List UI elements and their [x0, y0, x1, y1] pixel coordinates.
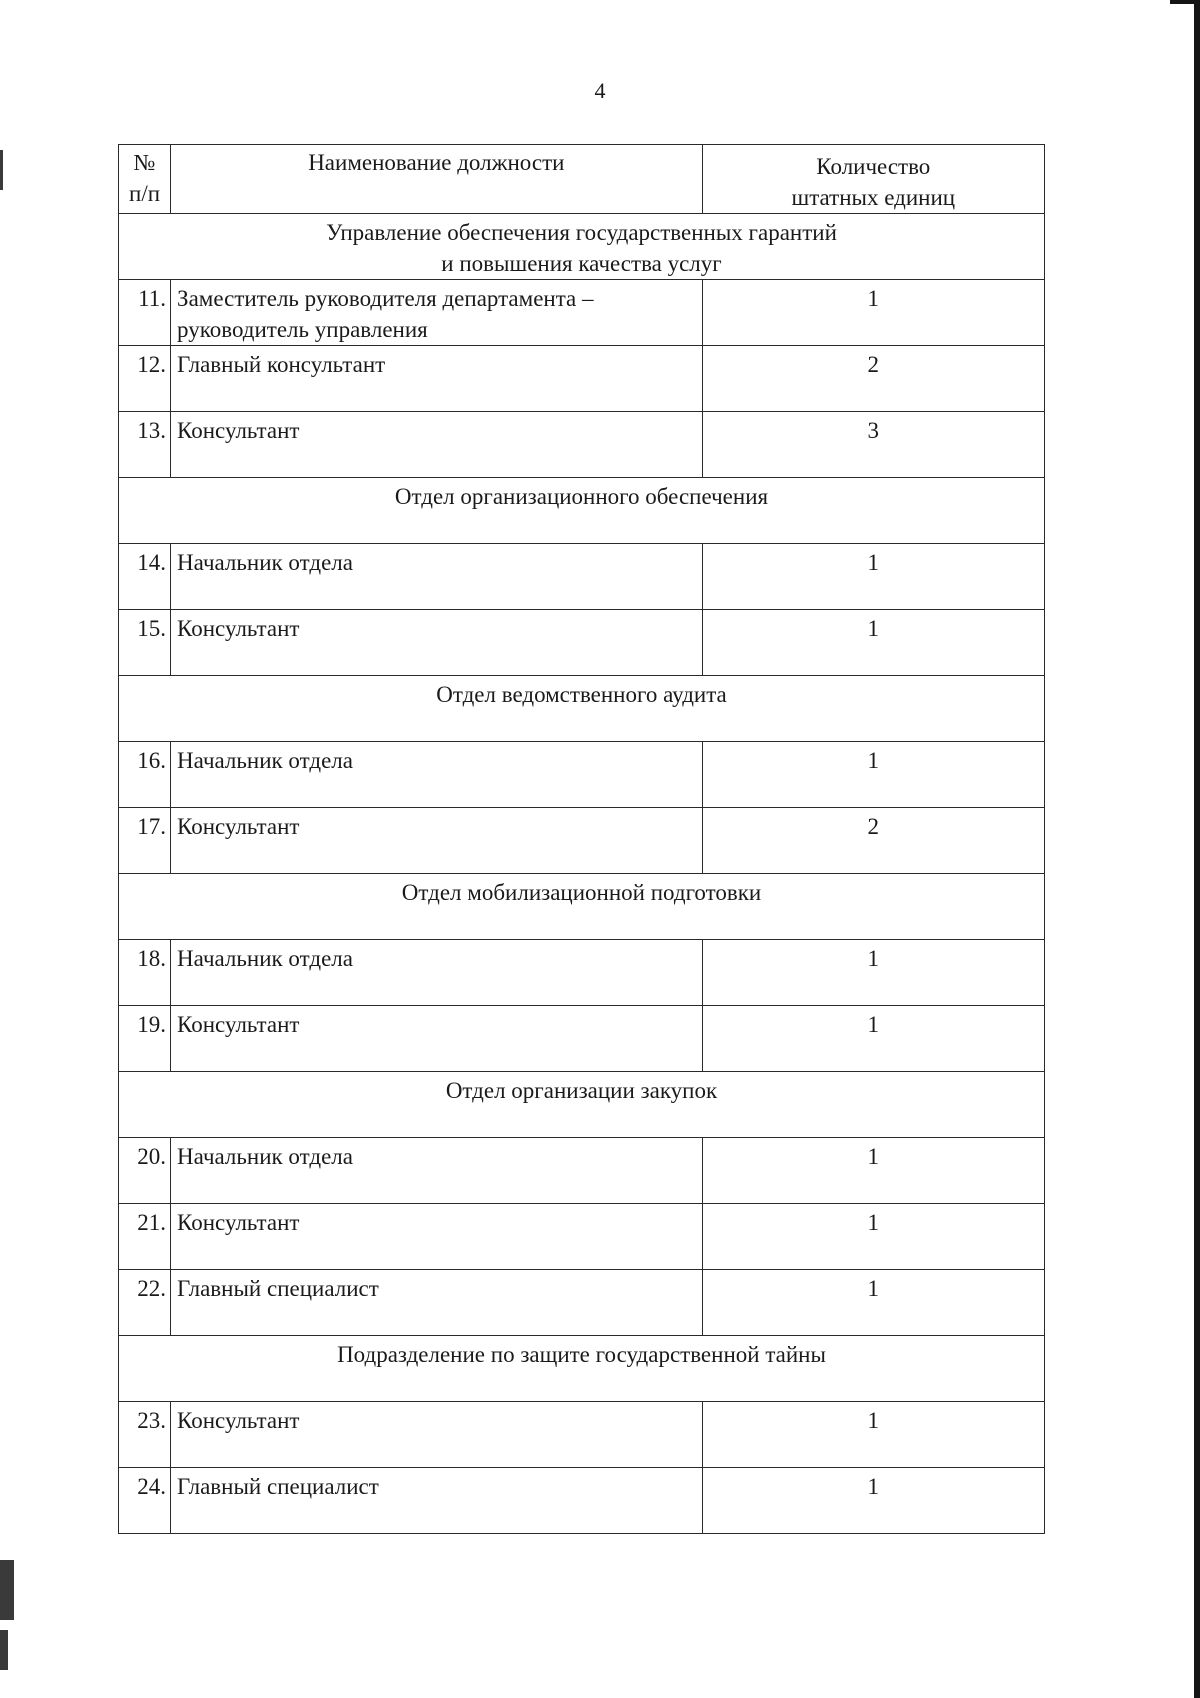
- section-row: [119, 1336, 1045, 1402]
- scan-mark: [0, 150, 3, 190]
- position-name-line: Консультант: [177, 1012, 300, 1037]
- row-number: 14.: [119, 544, 171, 610]
- staff-quantity: 1: [702, 1402, 1044, 1468]
- position-name: [171, 1138, 703, 1204]
- header-quantity-line: Количество: [816, 154, 931, 179]
- header-quantity-line: штатных единиц: [791, 185, 956, 210]
- section-title-line: Подразделение по защите государственной тайны: [337, 1342, 826, 1367]
- position-name-line: Начальник отдела: [177, 550, 353, 575]
- row-number: 13.: [119, 412, 171, 478]
- position-name-line: Начальник отдела: [177, 748, 353, 773]
- position-name: [171, 1204, 703, 1270]
- header-number: [119, 145, 171, 214]
- header-number-line: п/п: [129, 181, 161, 206]
- row-number: 20.: [119, 1138, 171, 1204]
- header-number-line: №: [133, 150, 156, 175]
- position-name: [171, 742, 703, 808]
- section-row: [119, 1072, 1045, 1138]
- position-name: [171, 1006, 703, 1072]
- staff-quantity: 1: [702, 1006, 1044, 1072]
- table-row: [119, 808, 1045, 874]
- table-row: [119, 280, 1045, 346]
- table-row: [119, 940, 1045, 1006]
- position-name: [171, 1468, 703, 1534]
- position-name-line: Консультант: [177, 418, 300, 443]
- section-row: [119, 478, 1045, 544]
- table-row: [119, 742, 1045, 808]
- section-title-line: Отдел организации закупок: [445, 1078, 718, 1103]
- position-name-line: Главный специалист: [177, 1276, 379, 1301]
- row-number: 11.: [119, 280, 171, 346]
- staff-quantity: 1: [702, 544, 1044, 610]
- table-row: [119, 1204, 1045, 1270]
- section-title-line: Управление обеспечения государственных гарантий: [326, 220, 837, 245]
- position-name: [171, 280, 703, 346]
- position-name: [171, 808, 703, 874]
- table-body: [119, 214, 1045, 1534]
- staff-quantity: 1: [702, 610, 1044, 676]
- position-name: [171, 610, 703, 676]
- table-header-row: [119, 145, 1045, 214]
- row-number: 17.: [119, 808, 171, 874]
- table-row: [119, 346, 1045, 412]
- table-row: [119, 1006, 1045, 1072]
- header-quantity: [702, 145, 1044, 214]
- staff-quantity: 3: [702, 412, 1044, 478]
- position-name: [171, 412, 703, 478]
- section-title: [119, 676, 1045, 742]
- row-number: 22.: [119, 1270, 171, 1336]
- section-title-line: Отдел мобилизационной подготовки: [401, 880, 762, 905]
- staff-quantity: 1: [702, 280, 1044, 346]
- staff-quantity: 2: [702, 346, 1044, 412]
- staff-quantity: 1: [702, 1138, 1044, 1204]
- section-title-line: и повышения качества услуг: [441, 251, 722, 276]
- row-number: 15.: [119, 610, 171, 676]
- staff-quantity: 1: [702, 940, 1044, 1006]
- staff-quantity: 1: [702, 742, 1044, 808]
- staff-quantity: 2: [702, 808, 1044, 874]
- section-title: [119, 214, 1045, 280]
- row-number: 21.: [119, 1204, 171, 1270]
- table-row: [119, 412, 1045, 478]
- section-title: [119, 478, 1045, 544]
- section-row: [119, 874, 1045, 940]
- position-name-line: Главный специалист: [177, 1474, 379, 1499]
- staff-quantity: 1: [702, 1204, 1044, 1270]
- section-title: [119, 1336, 1045, 1402]
- scan-mark: [0, 1560, 14, 1620]
- page-number: 4: [594, 78, 606, 103]
- row-number: 19.: [119, 1006, 171, 1072]
- position-name: [171, 1270, 703, 1336]
- table-row: [119, 1138, 1045, 1204]
- table-row: [119, 1270, 1045, 1336]
- row-number: 24.: [119, 1468, 171, 1534]
- scan-edge-right: [1194, 0, 1200, 1698]
- section-row: [119, 676, 1045, 742]
- table-row: [119, 610, 1045, 676]
- position-name-line: Консультант: [177, 1408, 300, 1433]
- section-title-line: Отдел ведомственного аудита: [436, 682, 727, 707]
- section-row: [119, 214, 1045, 280]
- header-position: Наименование должности: [171, 145, 703, 214]
- position-name-line: Консультант: [177, 616, 300, 641]
- position-name-line: Консультант: [177, 814, 300, 839]
- position-name: [171, 544, 703, 610]
- section-title: [119, 1072, 1045, 1138]
- position-name-line: Начальник отдела: [177, 946, 353, 971]
- row-number: 12.: [119, 346, 171, 412]
- position-name: [171, 940, 703, 1006]
- position-name-line: Начальник отдела: [177, 1144, 353, 1169]
- row-number: 23.: [119, 1402, 171, 1468]
- section-title: [119, 874, 1045, 940]
- row-number: 18.: [119, 940, 171, 1006]
- position-name-line: руководитель управления: [177, 317, 428, 342]
- position-name-line: Заместитель руководителя департамента –: [177, 286, 594, 311]
- position-name: [171, 346, 703, 412]
- row-number: 16.: [119, 742, 171, 808]
- scan-mark: [0, 1630, 8, 1670]
- table-row: [119, 544, 1045, 610]
- staff-quantity: 1: [702, 1270, 1044, 1336]
- section-title-line: Отдел организационного обеспечения: [394, 484, 769, 509]
- staffing-table: [118, 144, 1045, 1534]
- table-row: [119, 1402, 1045, 1468]
- position-name: [171, 1402, 703, 1468]
- position-name-line: Консультант: [177, 1210, 300, 1235]
- scan-edge-top: [1170, 0, 1200, 4]
- staff-quantity: 1: [702, 1468, 1044, 1534]
- table-row: [119, 1468, 1045, 1534]
- position-name-line: Главный консультант: [177, 352, 386, 377]
